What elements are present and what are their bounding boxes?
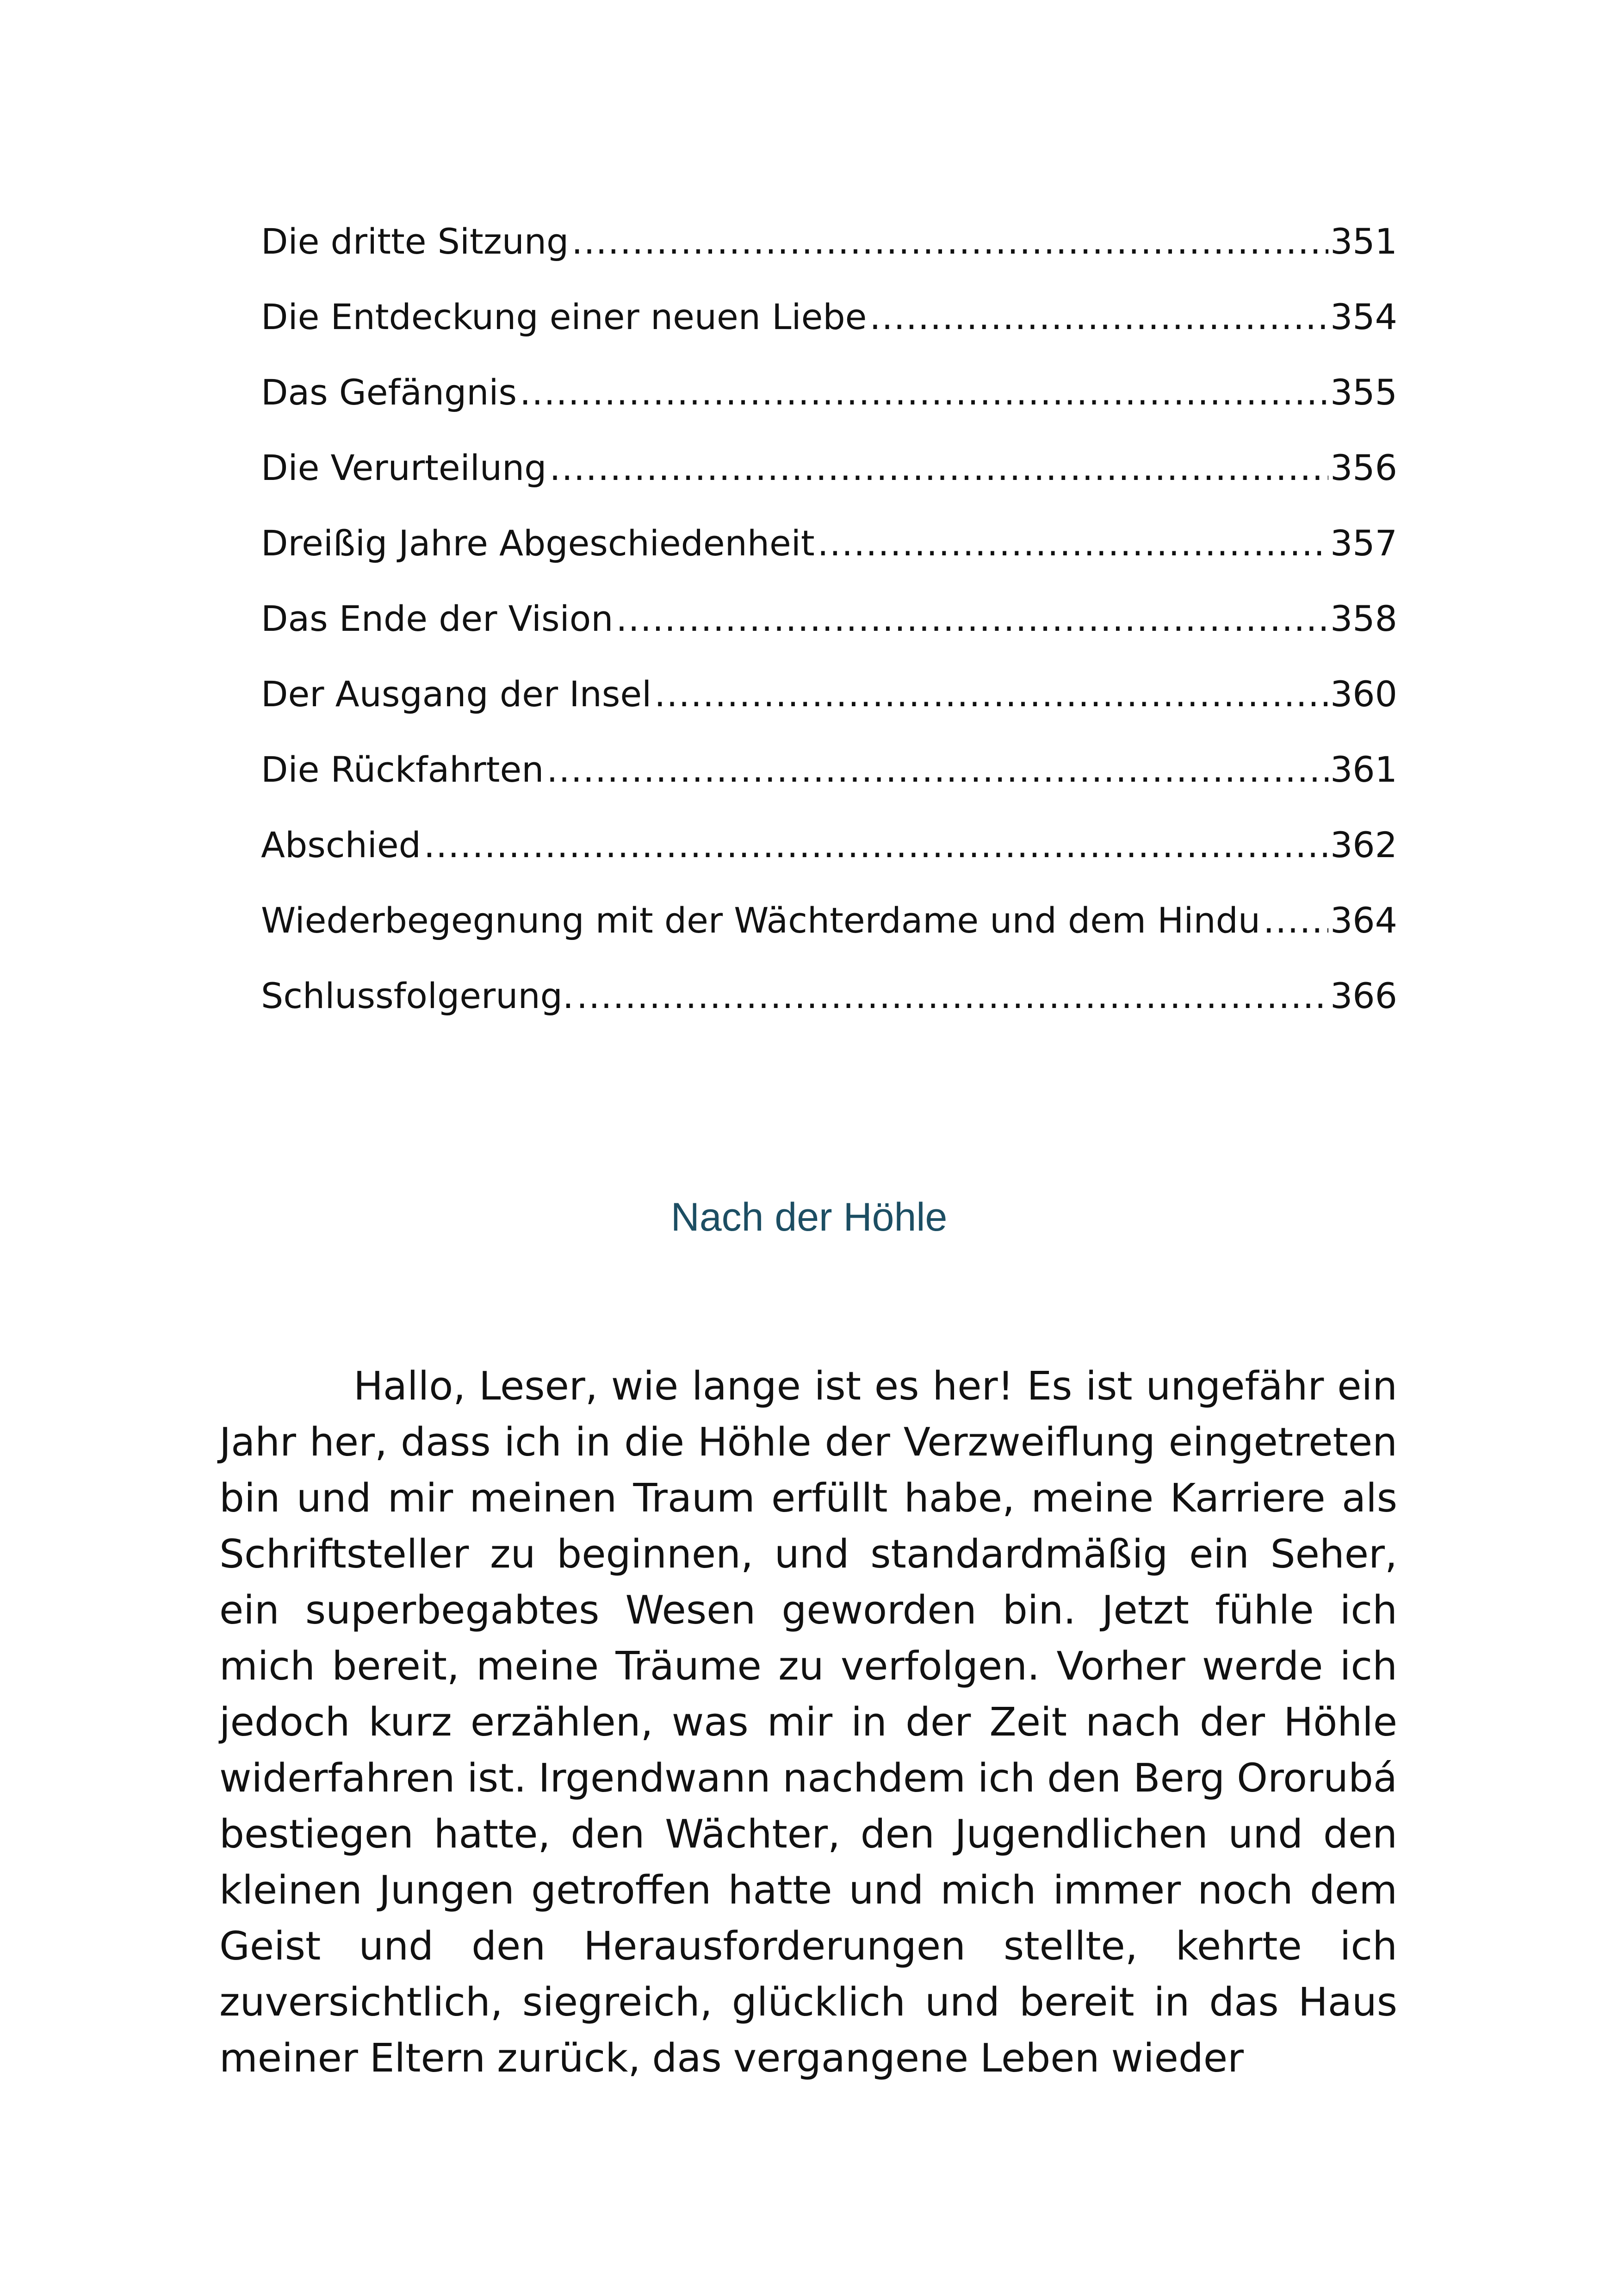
toc-entry <box>261 883 1397 958</box>
toc-entry-title: Der Ausgang der Insel <box>261 673 652 715</box>
toc-entry <box>261 279 1397 355</box>
toc-entry-title: Die Entdeckung einer neuen Liebe <box>261 296 867 337</box>
toc-entry <box>261 505 1397 581</box>
toc-dot-leader <box>577 958 1328 1033</box>
toc-entry-title: Das Gefängnis <box>261 372 517 413</box>
toc-dot-leader <box>571 204 1328 279</box>
toc-entry-title: Dreißig Jahre Abgeschiedenheit <box>261 523 815 564</box>
toc-entry <box>261 430 1397 505</box>
toc-entry-page: 366 <box>1330 975 1397 1016</box>
toc-entry <box>261 355 1397 430</box>
toc-entry-title: Das Ende der Vision <box>261 598 614 639</box>
toc-entry-page: 358 <box>1330 598 1397 639</box>
toc-entry <box>261 732 1397 807</box>
toc-dot-leader <box>869 279 1328 355</box>
toc-dot-leader <box>424 807 1328 883</box>
body-paragraph: Hallo, Leser, wie lange ist es her! Es ist ungefähr ein Jahr her, dass ich in die Höhle der Verzweiflung eingetreten bin und mir meinen Traum erfüllt habe, meine Karriere als Schriftsteller zu beginnen, und standardmäßig ein Seher, ein superbegabtes Wesen geworden bin. Jetzt fühle ich mich bereit, meine Träume zu verfolgen. Vorher werde ich jedoch kurz erzählen, was mir in der Zeit nach der Höhle widerfahren ist. Irgendwann nachdem ich den Berg Ororubá bestiegen hatte, den Wächter, den Jugendlichen und den kleinen Jungen getroffen hatte und mich immer noch dem Geist und den Herausforderungen stellte, kehrte ich zuversichtlich, siegreich, glücklich und bereit in das Haus meiner Eltern zurück, das vergangene Leben wieder <box>219 1363 1397 2081</box>
toc-entry-page: 355 <box>1330 372 1397 413</box>
toc-entry-title: Die dritte Sitzung <box>261 221 569 262</box>
toc-dot-leader <box>654 656 1328 732</box>
toc-dot-leader <box>818 505 1328 581</box>
toc-entry-title: Wiederbegegnung mit der Wächterdame und dem Hindu <box>261 900 1261 941</box>
toc-entry <box>261 958 1397 1033</box>
toc-entry-page: 356 <box>1330 447 1397 488</box>
toc-entry <box>261 807 1397 883</box>
toc-dot-leader <box>546 732 1328 807</box>
toc-entry-page: 362 <box>1330 824 1397 865</box>
toc-dot-leader <box>1263 883 1328 958</box>
toc-entry-page: 361 <box>1330 749 1397 790</box>
toc-entry <box>261 204 1397 279</box>
toc-entry-page: 351 <box>1330 221 1397 262</box>
toc-entry-title: Die Rückfahrten <box>261 749 544 790</box>
toc-entry <box>261 581 1397 656</box>
toc-entry-page: 364 <box>1330 900 1397 941</box>
toc-entry-page: 354 <box>1330 296 1397 337</box>
table-of-contents <box>261 204 1397 1033</box>
toc-entry-title: Die Verurteilung <box>261 447 547 488</box>
toc-entry <box>261 656 1397 732</box>
toc-entry-title: Schlussfolgerung. <box>261 975 574 1016</box>
toc-entry-title: Abschied <box>261 824 421 865</box>
section-heading: Nach der Höhle <box>670 1195 948 1239</box>
toc-dot-leader <box>549 430 1328 505</box>
toc-entry-page: 360 <box>1330 673 1397 715</box>
toc-dot-leader <box>520 355 1328 430</box>
toc-entry-page: 357 <box>1330 523 1397 564</box>
toc-dot-leader <box>616 581 1328 656</box>
